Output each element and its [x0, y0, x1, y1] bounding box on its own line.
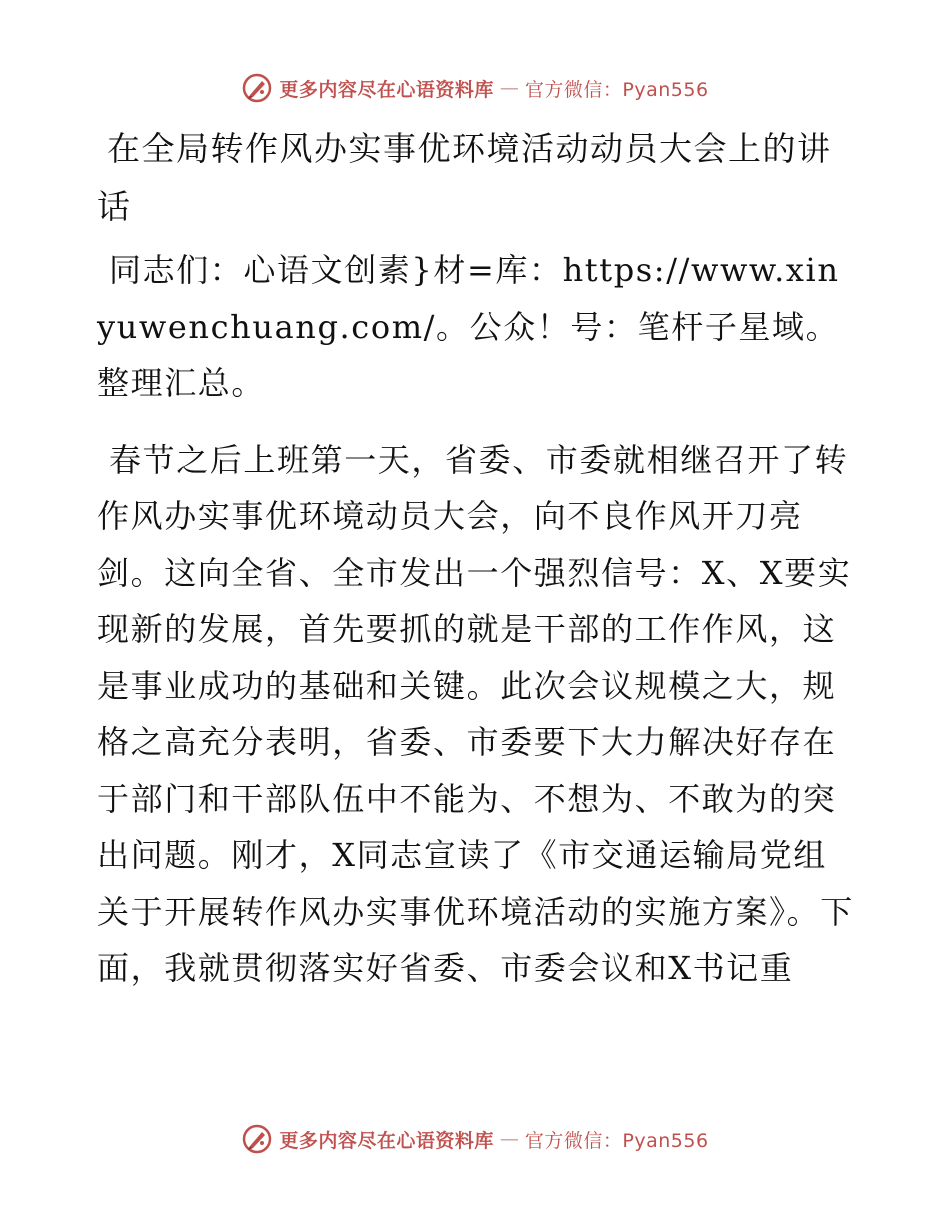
footer-banner-wechat: 官方微信：Pyan556 [524, 1129, 709, 1152]
document-body [97, 120, 857, 997]
pen-logo-icon [241, 1123, 273, 1155]
header-banner-text: 更多内容尽在心语资料库 [279, 78, 494, 101]
header-banner-wechat: 官方微信：Pyan556 [524, 78, 709, 101]
pen-logo-icon [241, 72, 273, 104]
header-banner-separator: — [499, 77, 519, 99]
paragraph-greeting: 同志们：心语文创素}材=库：https://www.xinyuwenchuang.com/。公众！号：笔杆子星域。整理汇总。 [97, 251, 840, 402]
document-title: 在全局转作风办实事优环境活动动员大会上的讲话 [97, 129, 832, 226]
footer-banner-separator: — [499, 1128, 519, 1150]
footer-banner-text: 更多内容尽在心语资料库 [279, 1129, 494, 1152]
header-banner [0, 72, 950, 104]
footer-banner [0, 1123, 950, 1155]
paragraph-body: 春节之后上班第一天，省委、市委就相继召开了转作风办实事优环境动员大会，向不良作风开刀亮剑。这向全省、全市发出一个强烈信号：X、X要实现新的发展，首先要抓的就是干部的工作作风，这是事业成功的基础和关键。此次会议规模之大，规格之高充分表明，省委、市委要下大力解决好存在于部门和干部队伍中不能为、不想为、不敢为的突出问题。刚才，X同志宣读了《市交通运输局党组关于开展转作风办实事优环境活动的实施方案》。下面，我就贯彻落实好省委、市委会议和X书记重 [97, 440, 854, 987]
